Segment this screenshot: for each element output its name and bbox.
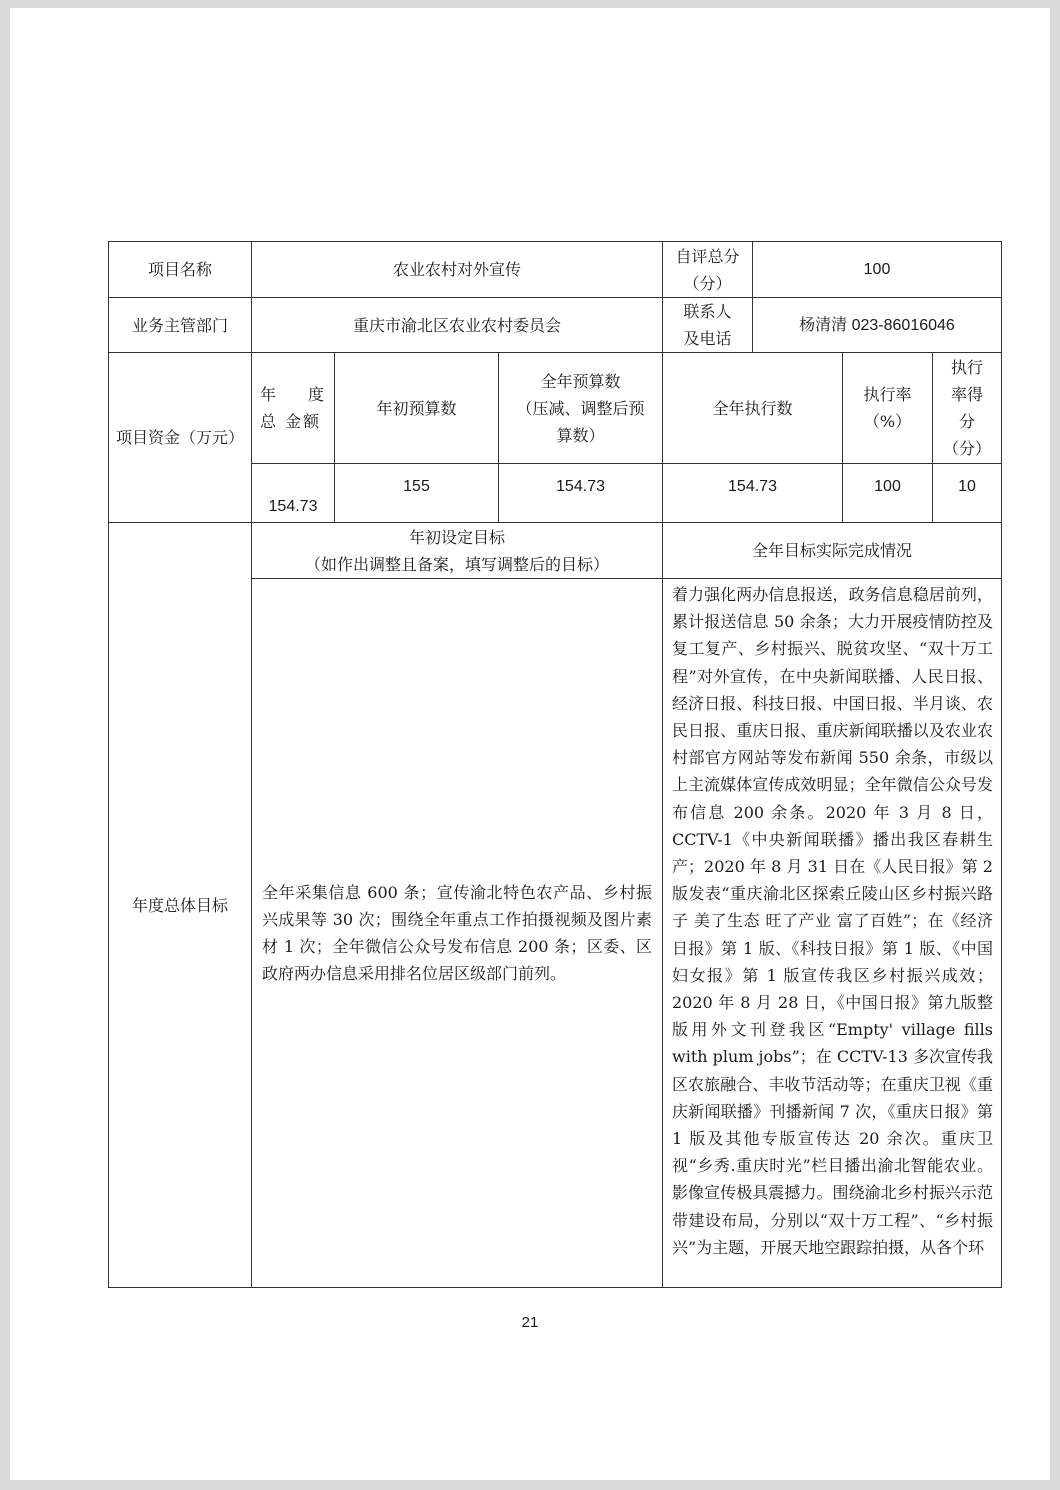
self-score-label-line2: （分）: [683, 273, 732, 293]
actual-content-text: 着力强化两办信息报送，政务信息稳居前列，累计报送信息 50 余条；大力开展疫情防控及复工复产、乡村振兴、脱贫攻坚、“双十万工程”对外宣传，在中央新闻联播、人民日报、经济日报、科技日报、中国日报、半月谈、农民日报、重庆日报、重庆新闻联播以及农业农村部官方网站等发布新闻 550 余条，市级以上主流媒体宣传成效明显；全年微信公众号发布信息 200 余条。2020 年 3 月 8 日，CCTV-1《中央新闻联播》播出我区春耕生产；2020 年 8 月 31 日在《人民日报》第 2 版发表“重庆渝北区探索丘陵山区乡村振兴路子 美了生态 旺了产业 富了百姓”；在《经济日报》第 1 版、《科技日报》第 1 版、《中国妇女报》第 1 版宣传我区乡村振兴成效；2020 年 8 月 28 日，《中国日报》第九版整版用外文刊登我区“Empty' village fills with plum jobs”；在 CCTV-13 多次宣传我区农旅融合、丰收节活动等；在重庆卫视《重庆新闻联播》刊播新闻 7 次，《重庆日报》第 1 版及其他专版宣传达 20 余次。重庆卫视“乡秀.重庆时光”栏目播出渝北智能农业。影像宣传极具震撼力。围绕渝北乡村振兴示范带建设布局，分别以“双十万工程”、“乡村振兴”为主题，开展天地空跟踪拍摄，从各个环: [672, 585, 993, 1257]
execution-value: [662, 463, 843, 523]
contact-value-text: 杨清清 023-86016046: [799, 316, 955, 334]
project-name-label: [108, 241, 252, 298]
full-budget-value-text: 154.73: [556, 477, 605, 495]
rate-score-value-text: 10: [958, 477, 976, 495]
rate-score-header-line2: 率得: [950, 385, 983, 404]
rate-score-header-line3: 分: [958, 412, 975, 431]
project-name-label-text: 项目名称: [147, 260, 212, 279]
document-page: [10, 8, 1050, 1480]
annual-goal-label-text: 年度总体目标: [131, 895, 228, 915]
department-value-text: 重庆市渝北区农业农村委员会: [352, 315, 561, 335]
target-header: [251, 522, 663, 579]
rate-value-text: 100: [874, 477, 901, 495]
department-value: [251, 297, 663, 353]
annual-total-value: [251, 463, 335, 523]
rate-score-value: [932, 463, 1002, 523]
project-name-value: [251, 241, 663, 298]
execution-header: [662, 352, 843, 464]
project-name-value-text: 农业农村对外宣传: [392, 260, 521, 279]
rate-score-header-line1: 执行: [950, 358, 983, 377]
initial-budget-header-text: 年初预算数: [376, 398, 457, 418]
rate-header: [842, 352, 933, 464]
annual-total-value-text: 154.73: [268, 498, 318, 515]
funds-label-text: 项目资金（万元）: [115, 428, 244, 447]
rate-value: [842, 463, 933, 523]
actual-content: [662, 578, 1002, 1288]
self-score-label: [662, 241, 753, 298]
full-budget-header-line2: （压减、调整后预算数）: [516, 398, 645, 445]
page-number: 21: [521, 1314, 539, 1331]
annual-total-header-text: 年 度 总 金额: [260, 385, 326, 431]
target-header-line2: （如作出调整且备案，填写调整后的目标）: [304, 554, 609, 574]
initial-budget-header: [334, 352, 499, 464]
initial-budget-value-text: 155: [403, 477, 430, 495]
full-budget-header-line1: 全年预算数: [540, 371, 621, 391]
rate-header-line1: 执行率: [863, 385, 912, 404]
execution-value-text: 154.73: [728, 477, 777, 495]
rate-score-header-line4: （分）: [942, 439, 991, 458]
self-score-value-text: 100: [863, 261, 891, 278]
target-header-line1: 年初设定目标: [408, 527, 505, 547]
contact-label-line2: 及电话: [683, 329, 732, 348]
initial-budget-value: [334, 463, 499, 523]
contact-value: [752, 297, 1002, 353]
department-label: [108, 297, 252, 353]
annual-total-header: [251, 352, 335, 464]
actual-header-text: 全年目标实际完成情况: [751, 541, 912, 560]
department-label-text: 业务主管部门: [131, 315, 228, 335]
execution-header-text: 全年执行数: [712, 398, 793, 418]
rate-header-line2: （%）: [863, 412, 912, 431]
self-score-label-line1: 自评总分: [675, 246, 740, 266]
contact-label: [662, 297, 753, 353]
actual-header: [662, 522, 1002, 579]
self-score-value: [752, 241, 1002, 298]
annual-goal-label: [108, 522, 252, 1288]
rate-score-header: [932, 352, 1002, 464]
target-content-text: 全年采集信息 600 条；宣传渝北特色农产品、乡村振兴成果等 30 次；围绕全年重点工作拍摄视频及图片素材 1 次；全年微信公众号发布信息 200 条；区委、区政府两办信息采用排名位居区级部门前列。: [262, 883, 652, 983]
funds-label: [108, 352, 252, 523]
target-content: [251, 578, 663, 1288]
full-budget-header: [498, 352, 663, 464]
full-budget-value: [498, 463, 663, 523]
contact-label-line1: 联系人: [683, 302, 732, 321]
